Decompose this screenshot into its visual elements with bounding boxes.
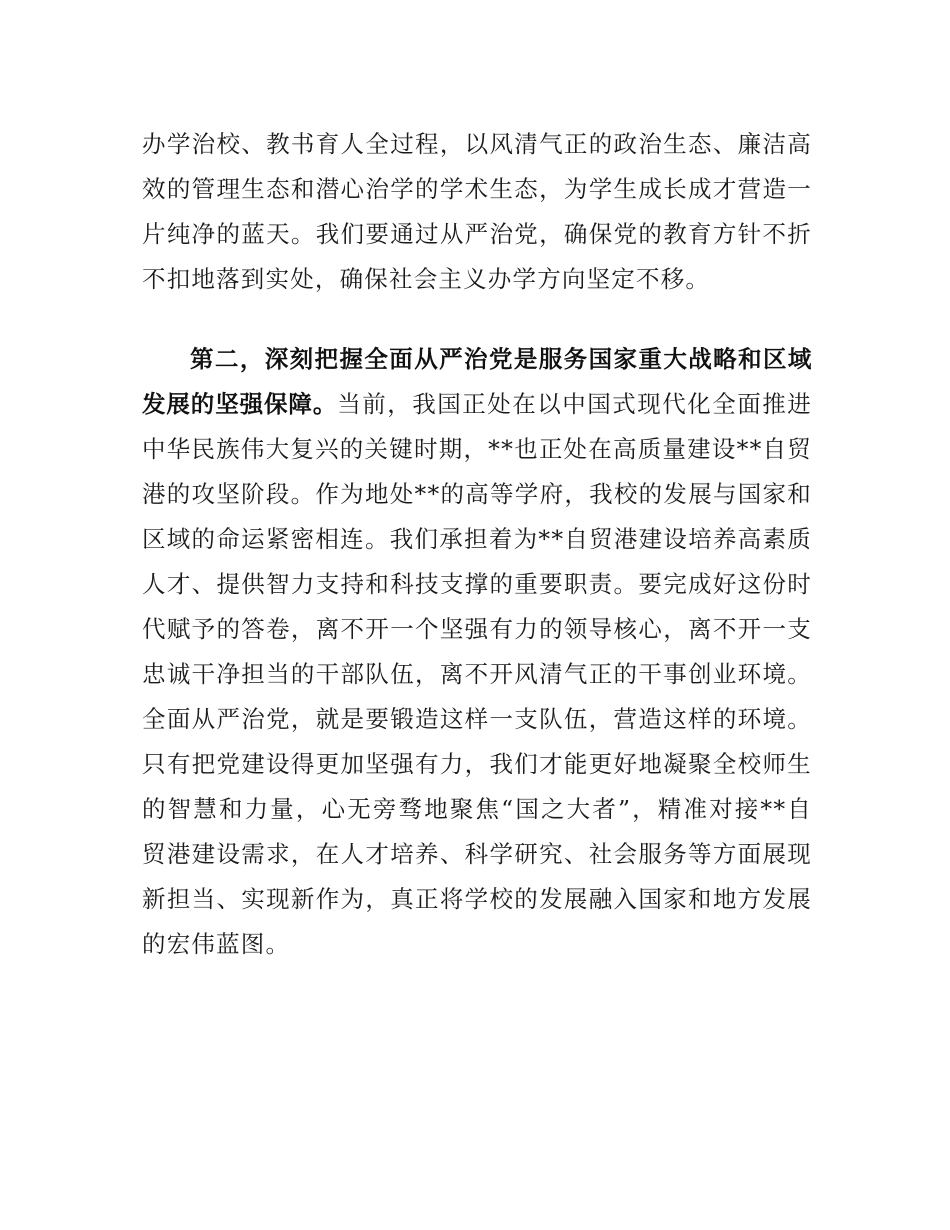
text-line: 不扣地落到实处，确保社会主义办学方向坚定不移。 bbox=[142, 265, 711, 293]
section-heading: 第二，深刻把握全面从严治党是服务国家重大战略和区域 bbox=[190, 345, 812, 373]
text-line: 忠诚干净担当的干部队伍，离不开风清气正的干事创业环境。 bbox=[142, 660, 812, 688]
text-line: 贸港建设需求，在人才培养、科学研究、社会服务等方面展现 bbox=[142, 840, 812, 868]
paragraph-2 bbox=[142, 337, 812, 967]
text-line: 港的攻坚阶段。作为地处**的高等学府，我校的发展与国家和 bbox=[142, 480, 812, 508]
text-line: 的宏伟蓝图。 bbox=[142, 930, 291, 958]
text-line: 全面从严治党，就是要锻造这样一支队伍，营造这样的环境。 bbox=[142, 705, 812, 733]
text-line: 办学治校、教书育人全过程，以风清气正的政治生态、廉洁高 bbox=[142, 130, 812, 158]
text-line: 片纯净的蓝天。我们要通过从严治党，确保党的教育方针不折 bbox=[142, 220, 812, 248]
text-line: 区域的命运紧密相连。我们承担着为**自贸港建设培养高素质 bbox=[142, 525, 812, 553]
document-page bbox=[142, 122, 812, 967]
text-line: 中华民族伟大复兴的关键时期，**也正处在高质量建设**自贸 bbox=[142, 435, 812, 463]
text-line-mixed bbox=[142, 382, 812, 427]
paragraph-gap bbox=[142, 302, 812, 337]
text-line: 的智慧和力量，心无旁骛地聚焦“国之大者”，精准对接**自 bbox=[142, 795, 812, 823]
text-line: 只有把党建设得更加坚强有力，我们才能更好地凝聚全校师生 bbox=[142, 750, 812, 778]
text-line: 新担当、实现新作为，真正将学校的发展融入国家和地方发展 bbox=[142, 885, 812, 913]
text-line: 人才、提供智力支持和科技支撑的重要职责。要完成好这份时 bbox=[142, 570, 812, 598]
text-line: 代赋予的答卷，离不开一个坚强有力的领导核心，离不开一支 bbox=[142, 615, 812, 643]
paragraph-1 bbox=[142, 122, 812, 302]
section-heading-continued: 发展的坚强保障。 bbox=[142, 390, 338, 418]
text-span: 当前，我国正处在以中国式现代化全面推进 bbox=[337, 390, 812, 418]
text-line: 效的管理生态和潜心治学的学术生态，为学生成长成才营造一 bbox=[142, 175, 812, 203]
